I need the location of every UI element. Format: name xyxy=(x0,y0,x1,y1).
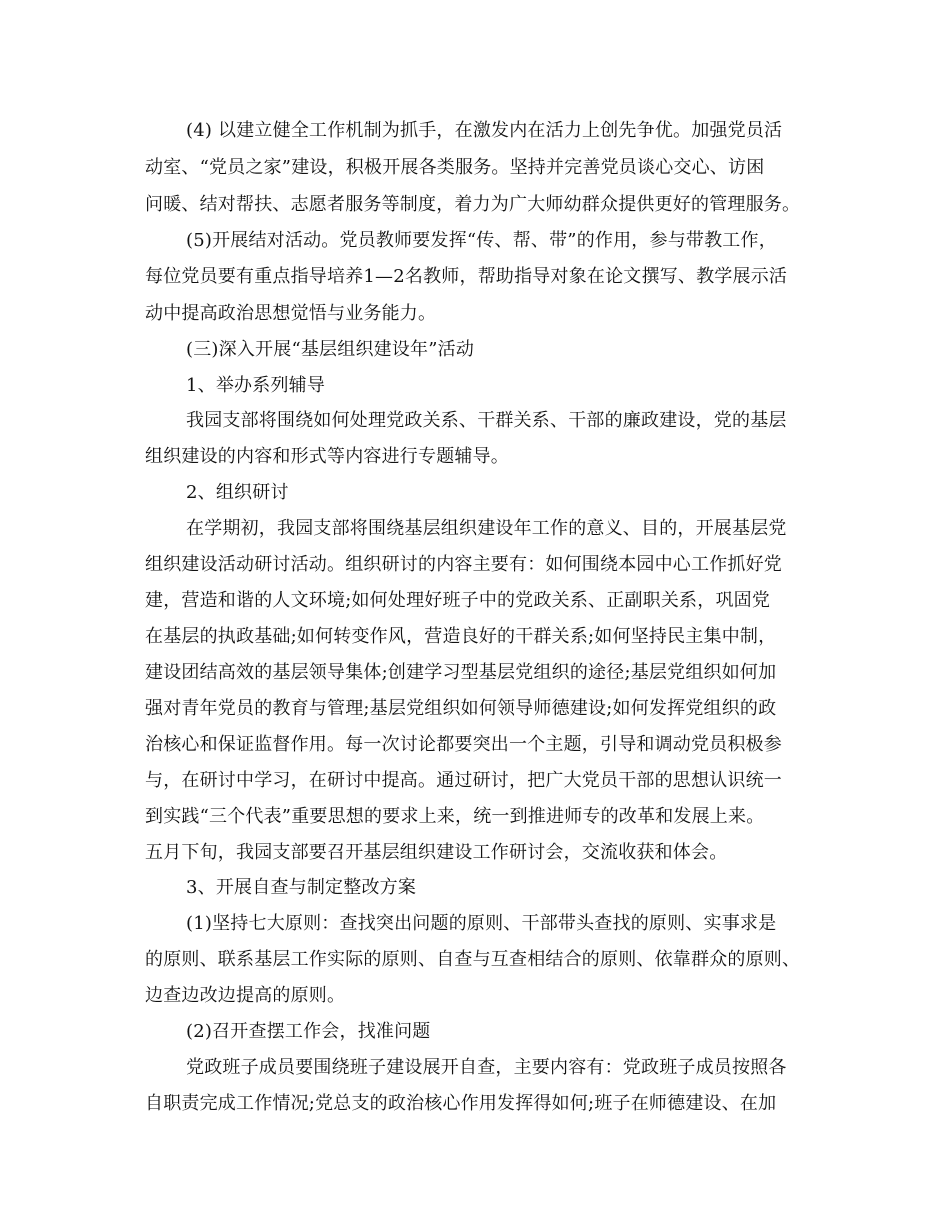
text-line: 在学期初，我园支部将围绕基层组织建设年工作的意义、目的，开展基层党 xyxy=(186,518,787,539)
text-line: (1)坚持七大原则：查找突出问题的原则、干部带头查找的原则、实事求是 xyxy=(186,913,777,934)
text-line: 组织建设的内容和形式等内容进行专题辅导。 xyxy=(145,446,509,467)
text-line: 与，在研讨中学习，在研讨中提高。通过研讨，把广大党员干部的思想认识统一 xyxy=(145,770,782,791)
text-line: 建设团结高效的基层领导集体;创建学习型基层党组织的途径;基层党组织如何加 xyxy=(145,662,777,683)
subsection-heading: 2、组织研讨 xyxy=(186,482,289,503)
text-line: 组织建设活动研讨活动。组织研讨的内容主要有：如何围绕本园中心工作抓好党 xyxy=(145,554,782,575)
text-line: 每位党员要有重点指导培养1—2名教师，帮助指导对象在论文撰写、教学展示活 xyxy=(145,266,788,287)
text-line: 治核心和保证监督作用。每一次讨论都要突出一个主题，引导和调动党员积极参 xyxy=(145,734,782,755)
text-line: 边查边改边提高的原则。 xyxy=(145,985,346,1006)
text-line: 动中提高政治思想觉悟与业务能力。 xyxy=(145,303,437,324)
text-line: 到实践“三个代表”重要思想的要求上来，统一到推进师专的改革和发展上来。 xyxy=(145,806,765,827)
text-line: 在基层的执政基础;如何转变作风，营造良好的干群关系;如何坚持民主集中制， xyxy=(145,626,777,647)
text-line: 五月下旬，我园支部要召开基层组织建设工作研讨会，交流收获和体会。 xyxy=(145,842,728,863)
text-line: (2)召开查摆工作会，找准问题 xyxy=(186,1021,431,1042)
text-line: 的原则、联系基层工作实际的原则、自查与互查相结合的原则、依靠群众的原则、 xyxy=(145,949,801,970)
section-heading: (三)深入开展“基层组织建设年”活动 xyxy=(186,339,475,360)
subsection-heading: 1、举办系列辅导 xyxy=(186,375,326,396)
text-line: 强对青年党员的教育与管理;基层党组织如何领导师德建设;如何发挥党组织的政 xyxy=(145,698,777,719)
text-line: 问暖、结对帮扶、志愿者服务等制度，着力为广大师幼群众提供更好的管理服务。 xyxy=(145,194,801,215)
text-line: 自职责完成工作情况;党总支的政治核心作用发挥得如何;班子在师德建设、在加 xyxy=(145,1093,777,1114)
subsection-heading: 3、开展自查与制定整改方案 xyxy=(186,877,417,898)
text-line: 我园支部将围绕如何处理党政关系、干群关系、干部的廉政建设，党的基层 xyxy=(186,410,787,431)
text-line: 动室、“党员之家”建设，积极开展各类服务。坚持并完善党员谈心交心、访困 xyxy=(145,157,765,178)
text-line: 建，营造和谐的人文环境;如何处理好班子中的党政关系、正副职关系，巩固党 xyxy=(145,590,771,611)
text-line: 党政班子成员要围绕班子建设展开自查，主要内容有：党政班子成员按照各 xyxy=(186,1057,787,1078)
text-line: (5)开展结对活动。党员教师要发挥“传、帮、带”的作用，参与带教工作， xyxy=(186,230,777,251)
text-line: (4) 以建立健全工作机制为抓手，在激发内在活力上创先争优。加强党员活 xyxy=(186,120,783,141)
